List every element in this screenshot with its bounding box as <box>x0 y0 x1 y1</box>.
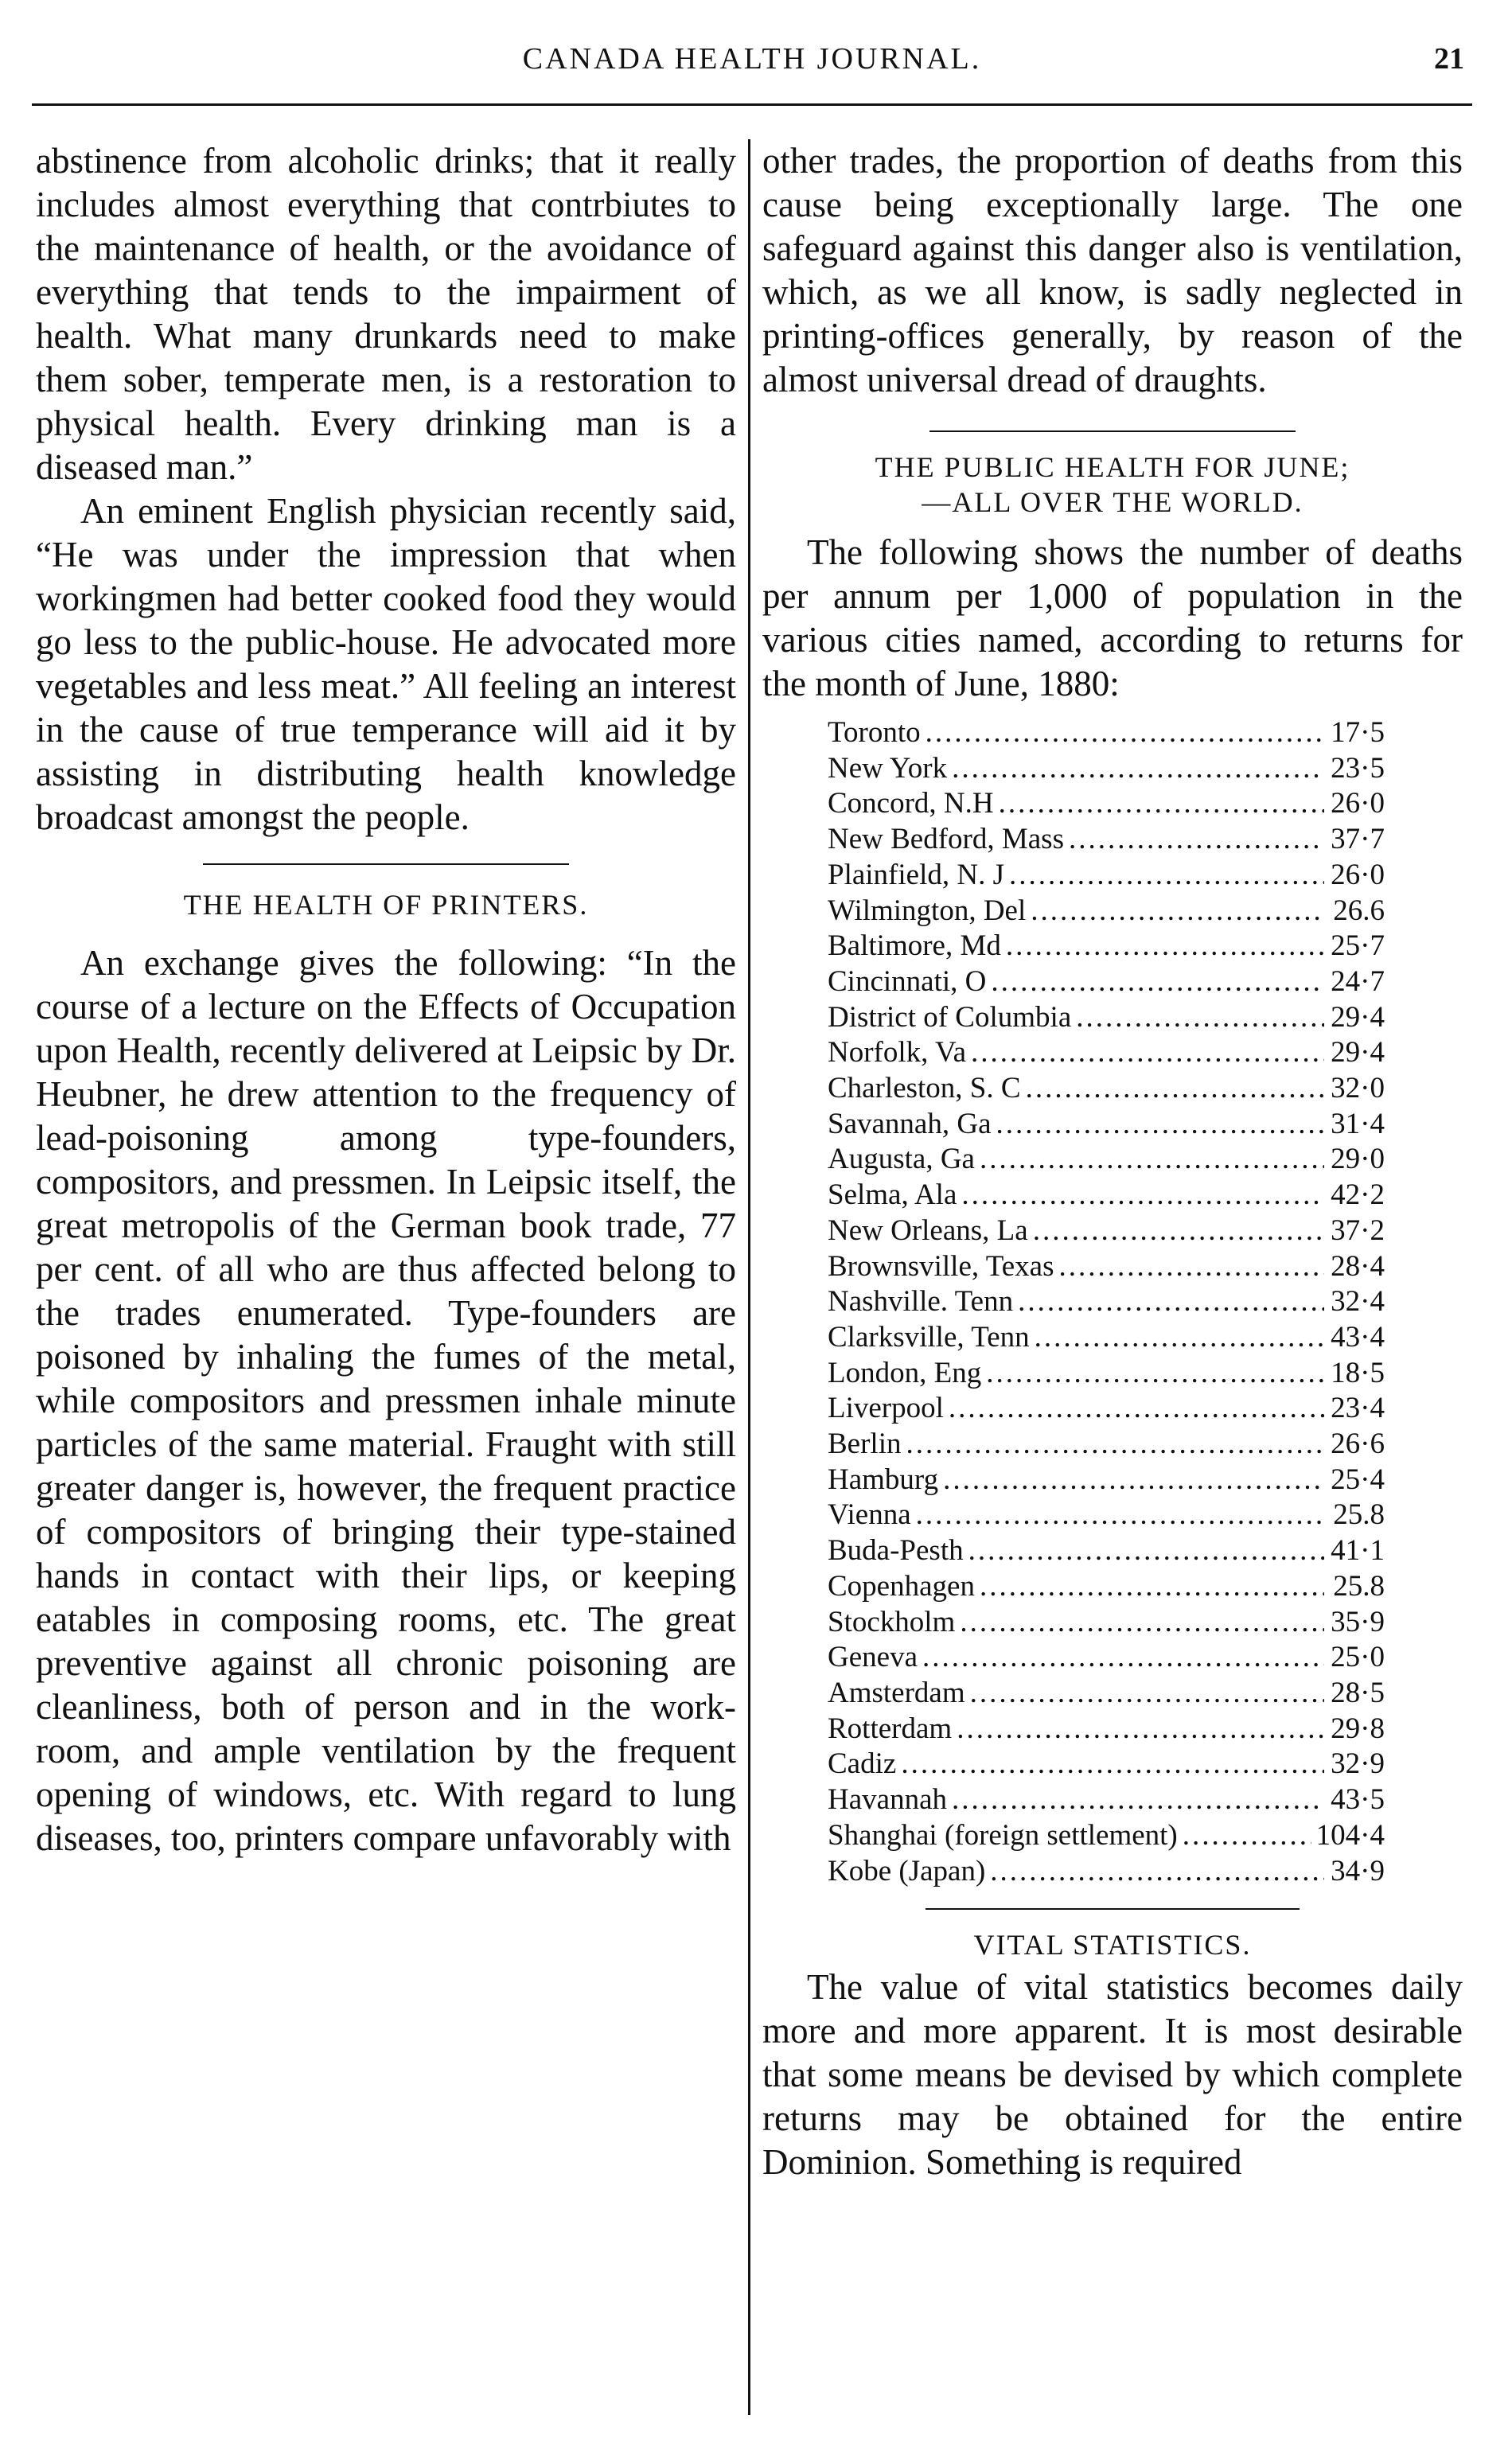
dot-leader <box>901 1747 1324 1782</box>
physician-paragraph: An eminent English physician recently said, “He was under the impression that when workingmen had better cooked food they would go less to the public-house. He advocated more vegetables and less meat.” All feeling an interest in the cause of true temperance will aid it by assisting in distributing health knowledge broadcast amongst the people. <box>36 491 736 837</box>
death-rate-value: 25.8 <box>1333 1498 1385 1532</box>
death-rate-row <box>828 822 1385 858</box>
death-rate-row <box>828 1605 1385 1641</box>
death-rate-value: 104·4 <box>1315 1818 1385 1852</box>
dot-leader <box>1009 858 1324 894</box>
city-name: Nashville. Tenn <box>828 1285 1014 1319</box>
right-column <box>762 139 1463 2184</box>
header-rule <box>32 103 1472 106</box>
death-rate-value: 43·5 <box>1331 1783 1385 1817</box>
death-rate-row <box>828 858 1385 894</box>
death-rate-value: 29·4 <box>1331 1036 1385 1069</box>
column-divider <box>748 139 750 2415</box>
death-rate-value: 18·5 <box>1331 1356 1385 1389</box>
death-rate-value: 32·9 <box>1331 1747 1385 1781</box>
death-rate-row <box>828 1142 1385 1178</box>
dot-leader <box>980 1142 1324 1178</box>
death-rate-value: 25·7 <box>1331 929 1385 963</box>
dot-leader <box>906 1427 1324 1463</box>
death-rate-row <box>828 964 1385 1000</box>
city-name: Rotterdam <box>828 1712 953 1745</box>
death-rate-value: 26·0 <box>1331 858 1385 891</box>
death-rate-row <box>828 1035 1385 1071</box>
death-rate-value: 35·9 <box>1331 1605 1385 1638</box>
dot-leader <box>1076 1000 1324 1036</box>
city-name: Selma, Ala <box>828 1178 957 1212</box>
printers-paragraph: An exchange gives the following: “In the course of a lecture on the Effects of Occupation upon Health, recently delivered at Leipsic by Dr. Heubner, he drew attention to the frequency of lead-poisoning among type-founders, compositors, and pressmen. In Leipsic itself, the great metropolis of the German book trade, 77 per cent. of all who are thus affected belong to the trades enumerated. Type-founders are poisoned by inhaling the fumes of the metal, while compositors and pressmen inhale minute particles of the same material. Fraught with still greater danger is, however, the frequent practice of compositors of bringing their type-stained hands in contact with their lips, or keeping eatables in composing rooms, etc. The great preventive against all chronic poisoning are cleanliness, both of person and in the work-room, and ample ventilation by the frequent opening of windows, etc. With regard to lung diseases, too, printers compare unfavorably with <box>36 943 736 1858</box>
public-health-heading-line2: —ALL OVER THE WORLD. <box>922 486 1304 518</box>
death-rate-value: 26·6 <box>1331 1428 1385 1461</box>
dot-leader <box>952 1782 1324 1818</box>
dot-leader <box>980 1569 1324 1605</box>
dot-leader <box>986 1356 1324 1392</box>
death-rate-row <box>828 1071 1385 1107</box>
dot-leader <box>1006 929 1324 964</box>
dot-leader <box>960 1605 1324 1641</box>
continuation-paragraph: other trades, the proportion of deaths from this cause being exceptionally large. The one safeguard against this danger also is ventilation, which, as we all know, is sadly neglected in printing-offices generally, by reason of the almost universal dread of draughts. <box>762 141 1463 399</box>
left-column <box>36 139 736 1860</box>
death-rate-value: 32·4 <box>1331 1285 1385 1319</box>
death-rate-value: 28·5 <box>1331 1676 1385 1709</box>
death-rate-value: 34·9 <box>1331 1854 1385 1887</box>
city-name: London, Eng <box>828 1356 982 1389</box>
death-rate-value: 25·4 <box>1331 1463 1385 1496</box>
death-rate-value: 43·4 <box>1331 1320 1385 1354</box>
city-name: District of Columbia <box>828 1000 1072 1034</box>
city-name: Hamburg <box>828 1463 939 1496</box>
public-health-heading-line1: THE PUBLIC HEALTH FOR JUNE; <box>875 451 1350 483</box>
dot-leader <box>922 1640 1324 1676</box>
page-number: 21 <box>1434 42 1464 76</box>
vital-statistics-paragraph: The value of vital statistics becomes daily more and more apparent. It is most desirable that some means be devised by which complete returns may be obtained for the entire Dominion. Something is required <box>762 1967 1463 2183</box>
dot-leader <box>1069 822 1324 858</box>
public-health-intro: The following shows the number of deaths per annum per 1,000 of population in the various cities named, according to returns for the month of June, 1880: <box>762 532 1463 703</box>
city-name: Copenhagen <box>828 1569 975 1603</box>
death-rate-row <box>828 1320 1385 1356</box>
dot-leader <box>1018 1284 1324 1320</box>
city-name: Stockholm <box>828 1605 956 1638</box>
death-rate-row <box>828 1463 1385 1498</box>
death-rate-value: 29·4 <box>1331 1000 1385 1034</box>
death-rate-row <box>828 1498 1385 1533</box>
dot-leader <box>916 1498 1324 1533</box>
death-rate-row <box>828 1284 1385 1320</box>
journal-title: CANADA HEALTH JOURNAL. <box>522 42 982 76</box>
death-rate-row <box>828 1356 1385 1392</box>
city-name: Vienna <box>828 1498 911 1532</box>
death-rate-row <box>828 1782 1385 1818</box>
city-name: Brownsville, Texas <box>828 1249 1054 1283</box>
death-rate-value: 37·7 <box>1331 823 1385 856</box>
death-rate-value: 28·4 <box>1331 1249 1385 1283</box>
dot-leader <box>952 751 1324 787</box>
city-name: Augusta, Ga <box>828 1143 975 1176</box>
dot-leader <box>1026 1071 1324 1107</box>
dot-leader <box>961 1178 1324 1213</box>
death-rate-row <box>828 715 1385 751</box>
city-name: New York <box>828 751 948 785</box>
death-rate-row <box>828 786 1385 822</box>
death-rate-row <box>828 1000 1385 1036</box>
death-rate-value: 23·5 <box>1331 751 1385 785</box>
page-header <box>32 41 1472 89</box>
death-rate-row <box>828 1569 1385 1605</box>
death-rate-row <box>828 1640 1385 1676</box>
death-rate-value: 31·4 <box>1331 1107 1385 1140</box>
dot-leader <box>971 1035 1324 1071</box>
death-rate-value: 17·5 <box>1331 716 1385 749</box>
death-rate-value: 42·2 <box>1331 1178 1385 1212</box>
dot-leader <box>926 715 1324 751</box>
dot-leader <box>990 1854 1324 1890</box>
death-rate-value: 24·7 <box>1331 964 1385 998</box>
death-rate-row <box>828 751 1385 787</box>
death-rate-row <box>828 1747 1385 1782</box>
city-name: Baltimore, Md <box>828 929 1001 963</box>
dot-leader <box>1033 1213 1324 1249</box>
city-name: Havannah <box>828 1783 947 1817</box>
death-rate-row <box>828 929 1385 964</box>
city-name: Liverpool <box>828 1392 944 1425</box>
printers-heading: THE HEALTH OF PRINTERS. <box>183 889 589 921</box>
death-rate-value: 41·1 <box>1331 1534 1385 1568</box>
dot-leader <box>1035 1320 1324 1356</box>
death-rate-row <box>828 1533 1385 1569</box>
death-rate-row <box>828 1249 1385 1285</box>
city-name: Savannah, Ga <box>828 1107 992 1140</box>
death-rate-value: 25.8 <box>1333 1569 1385 1603</box>
dot-leader <box>999 786 1324 822</box>
city-name: Concord, N.H <box>828 787 994 820</box>
death-rate-table <box>828 715 1385 1889</box>
city-name: Plainfield, N. J <box>828 858 1004 891</box>
death-rate-row <box>828 1107 1385 1143</box>
death-rate-value: 23·4 <box>1331 1392 1385 1425</box>
city-name: Clarksville, Tenn <box>828 1320 1030 1354</box>
section-divider <box>926 1908 1300 1910</box>
dot-leader <box>1058 1249 1324 1285</box>
death-rate-row <box>828 894 1385 929</box>
city-name: Wilmington, Del <box>828 894 1027 927</box>
death-rate-row <box>828 1712 1385 1747</box>
section-divider <box>203 863 569 865</box>
city-name: Charleston, S. C <box>828 1072 1021 1105</box>
intro-paragraph: abstinence from alcoholic drinks; that it really includes almost everything that contrbiutes to the maintenance of health, or the avoidance of everything that tends to the impairment of health. What many drunkards need to make them sober, temperate men, is a restoration to physical health. Every drinking man is a diseased man.” <box>36 141 736 487</box>
death-rate-value: 32·0 <box>1331 1072 1385 1105</box>
death-rate-value: 25·0 <box>1331 1641 1385 1674</box>
dot-leader <box>991 964 1324 1000</box>
dot-leader <box>968 1533 1324 1569</box>
death-rate-row <box>828 1391 1385 1427</box>
death-rate-row <box>828 1178 1385 1213</box>
death-rate-value: 26·0 <box>1331 787 1385 820</box>
death-rate-value: 29·0 <box>1331 1143 1385 1176</box>
death-rate-value: 37·2 <box>1331 1213 1385 1247</box>
death-rate-row <box>828 1427 1385 1463</box>
city-name: Berlin <box>828 1428 902 1461</box>
dot-leader <box>970 1676 1324 1712</box>
city-name: Geneva <box>828 1641 918 1674</box>
city-name: Amsterdam <box>828 1676 965 1709</box>
dot-leader <box>996 1107 1325 1143</box>
death-rate-row <box>828 1854 1385 1890</box>
city-name: Kobe (Japan) <box>828 1854 986 1887</box>
dot-leader <box>1031 894 1324 929</box>
city-name: Norfolk, Va <box>828 1036 967 1069</box>
dot-leader <box>1183 1818 1311 1854</box>
death-rate-row <box>828 1676 1385 1712</box>
city-name: New Orleans, La <box>828 1213 1028 1247</box>
death-rate-row <box>828 1213 1385 1249</box>
dot-leader <box>957 1712 1324 1747</box>
dot-leader <box>949 1391 1324 1427</box>
city-name: Buda-Pesth <box>828 1534 964 1568</box>
city-name: Cincinnati, O <box>828 964 987 998</box>
section-divider <box>929 430 1296 432</box>
vital-statistics-heading: VITAL STATISTICS. <box>973 1929 1252 1961</box>
city-name: Cadiz <box>828 1747 897 1781</box>
city-name: New Bedford, Mass <box>828 823 1064 856</box>
death-rate-row <box>828 1818 1385 1854</box>
death-rate-value: 26.6 <box>1333 894 1385 927</box>
city-name: Toronto <box>828 716 921 749</box>
death-rate-value: 29·8 <box>1331 1712 1385 1745</box>
city-name: Shanghai (foreign settlement) <box>828 1818 1178 1852</box>
public-health-heading <box>762 450 1463 520</box>
dot-leader <box>943 1463 1324 1498</box>
